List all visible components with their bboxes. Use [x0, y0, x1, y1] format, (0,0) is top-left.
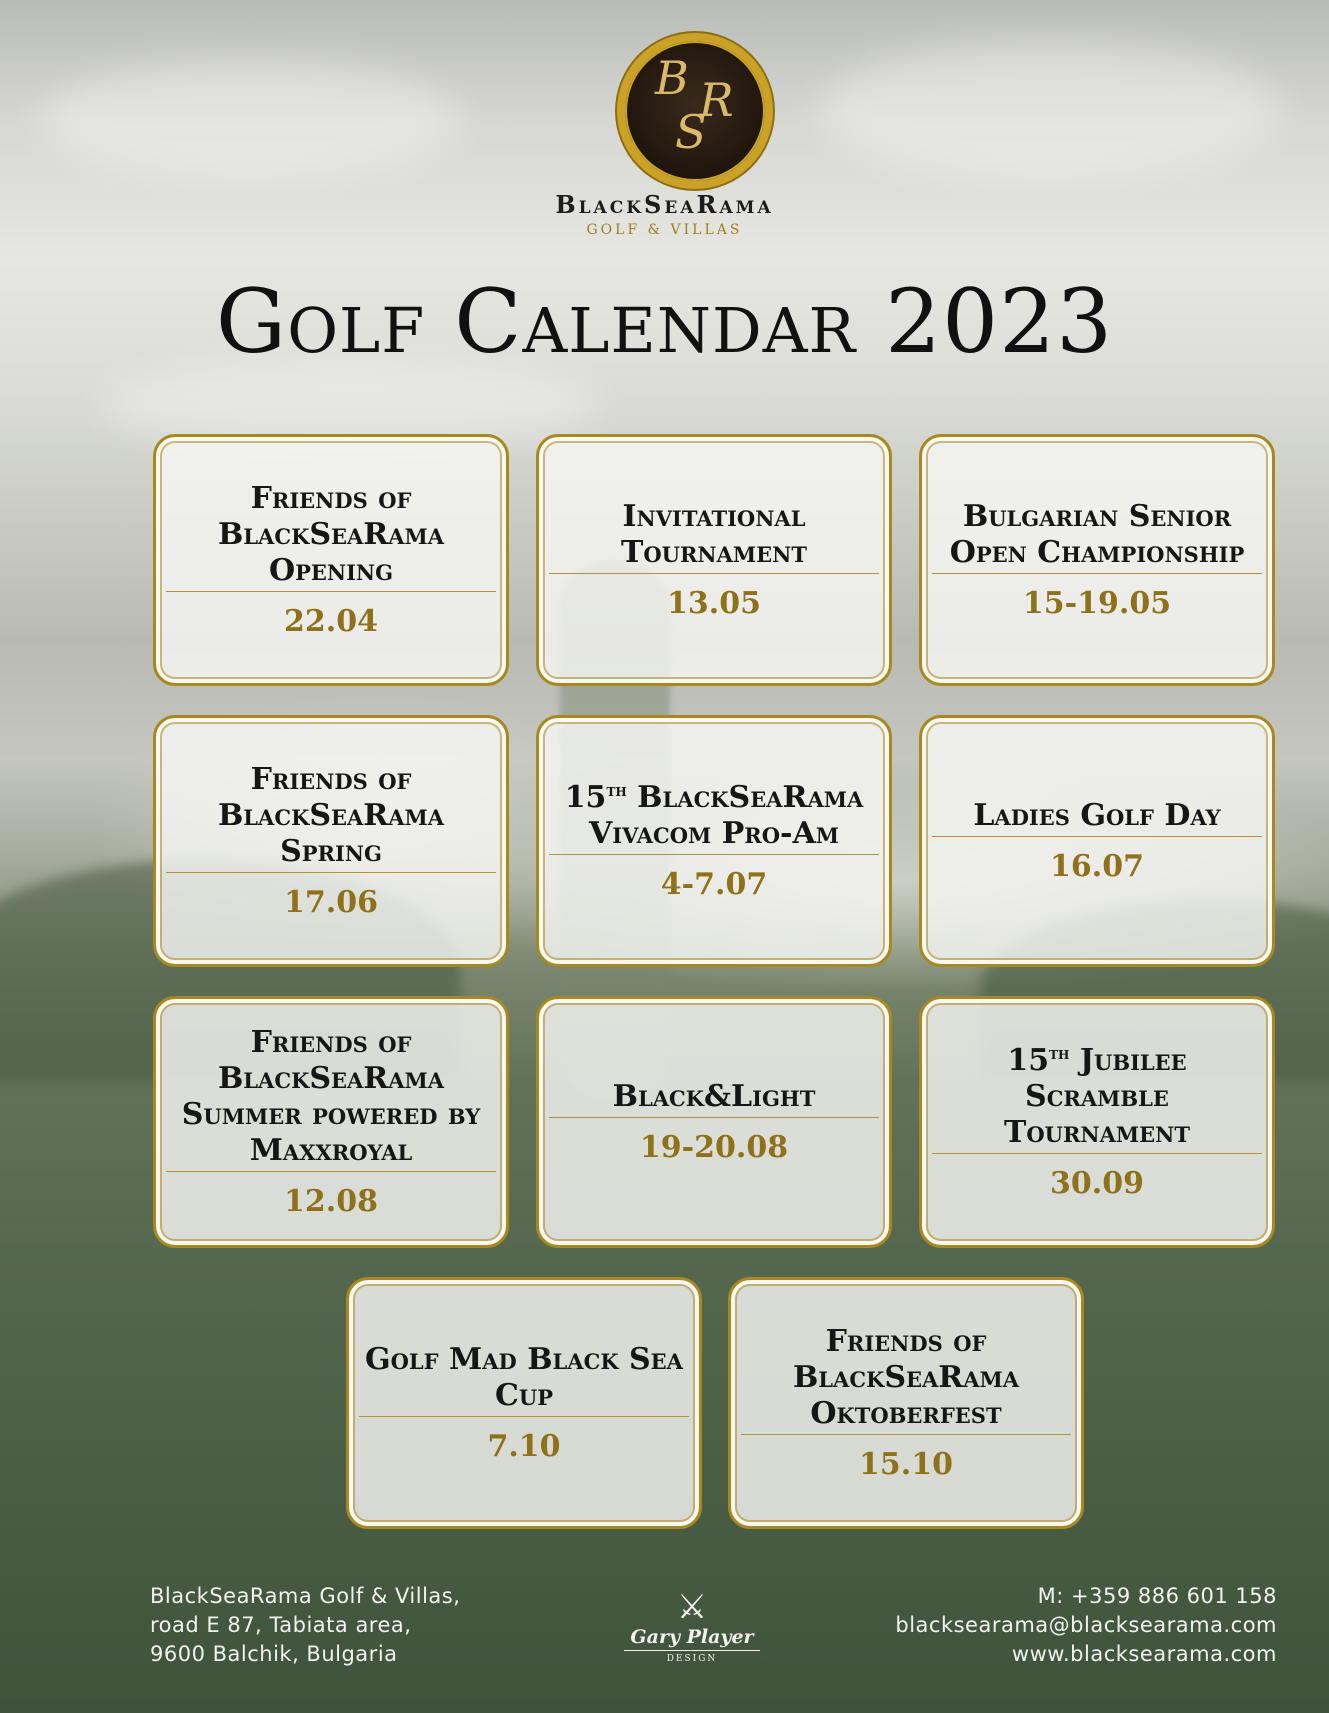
event-name: Bulgarian Senior Open Championship — [932, 499, 1262, 574]
website-link[interactable]: www.blacksearama.com — [1011, 1642, 1277, 1666]
event-date: 7.10 — [487, 1429, 561, 1464]
address-line: BlackSeaRama Golf & Villas, — [150, 1584, 461, 1608]
cloud-shape — [40, 60, 460, 180]
designer-label: DESIGN — [666, 1654, 718, 1664]
event-date: 15.10 — [859, 1447, 953, 1482]
brand-emblem-icon — [617, 33, 773, 189]
event-card — [919, 996, 1275, 1248]
ordinal-suffix: th — [1049, 1044, 1070, 1064]
event-card — [536, 715, 892, 967]
event-date: 13.05 — [667, 586, 761, 621]
event-title: Jubilee Scramble Tournament — [1004, 1043, 1190, 1150]
event-date: 4-7.07 — [660, 867, 768, 902]
event-card — [728, 1277, 1084, 1529]
event-card — [536, 434, 892, 686]
designer-name: Gary Player — [624, 1626, 759, 1651]
phone-number: M: +359 886 601 158 — [1037, 1584, 1277, 1608]
helmet-icon: ⚔ — [676, 1587, 708, 1627]
address-line: road E 87, Tabiata area, — [150, 1613, 412, 1637]
monogram-letter: S — [675, 105, 707, 159]
event-date: 17.06 — [284, 885, 378, 920]
event-card — [919, 434, 1275, 686]
event-card — [346, 1277, 702, 1529]
address-line: 9600 Balchik, Bulgaria — [150, 1642, 398, 1666]
event-name: Black&Light — [549, 1079, 879, 1118]
ordinal-suffix: th — [606, 781, 627, 801]
event-date: 19-20.08 — [639, 1130, 789, 1165]
event-name: Invitational Tournament — [549, 499, 879, 574]
event-name: Golf Mad Black Sea Cup — [359, 1342, 689, 1417]
brand-subtitle: GOLF & VILLAS — [586, 222, 743, 238]
event-name: Friends of BlackSeaRama Summer powered by Maxxroyal — [166, 1025, 496, 1172]
event-name — [549, 780, 879, 855]
event-date: 15-19.05 — [1022, 586, 1172, 621]
monogram-letter: R — [699, 73, 734, 127]
designer-logo — [622, 1588, 762, 1678]
cloud-shape — [820, 40, 1280, 180]
event-date: 30.09 — [1050, 1166, 1144, 1201]
ordinal-number: 15 — [1007, 1043, 1050, 1078]
email-link[interactable]: blacksearama@blacksearama.com — [895, 1613, 1277, 1637]
event-card — [153, 715, 509, 967]
page-title: Golf Calendar 2023 — [215, 270, 1114, 373]
event-name: Ladies Golf Day — [932, 798, 1262, 837]
event-title: BlackSeaRama Vivacom Pro-Am — [588, 780, 864, 851]
brand-name: BlackSeaRama — [555, 190, 774, 219]
event-date: 22.04 — [284, 604, 378, 639]
event-name: Friends of BlackSeaRama Oktoberfest — [741, 1324, 1071, 1435]
event-card — [919, 715, 1275, 967]
ordinal-number: 15 — [564, 780, 607, 815]
event-date: 16.07 — [1050, 849, 1144, 884]
event-card — [153, 434, 509, 686]
monogram-letter: B — [655, 51, 689, 105]
event-name — [932, 1043, 1262, 1154]
event-card — [153, 996, 509, 1248]
event-card — [536, 996, 892, 1248]
address-block — [150, 1582, 460, 1669]
event-date: 12.08 — [284, 1184, 378, 1219]
contact-block — [895, 1582, 1277, 1669]
event-name: Friends of BlackSeaRama Opening — [166, 481, 496, 592]
event-name: Friends of BlackSeaRama Spring — [166, 762, 496, 873]
